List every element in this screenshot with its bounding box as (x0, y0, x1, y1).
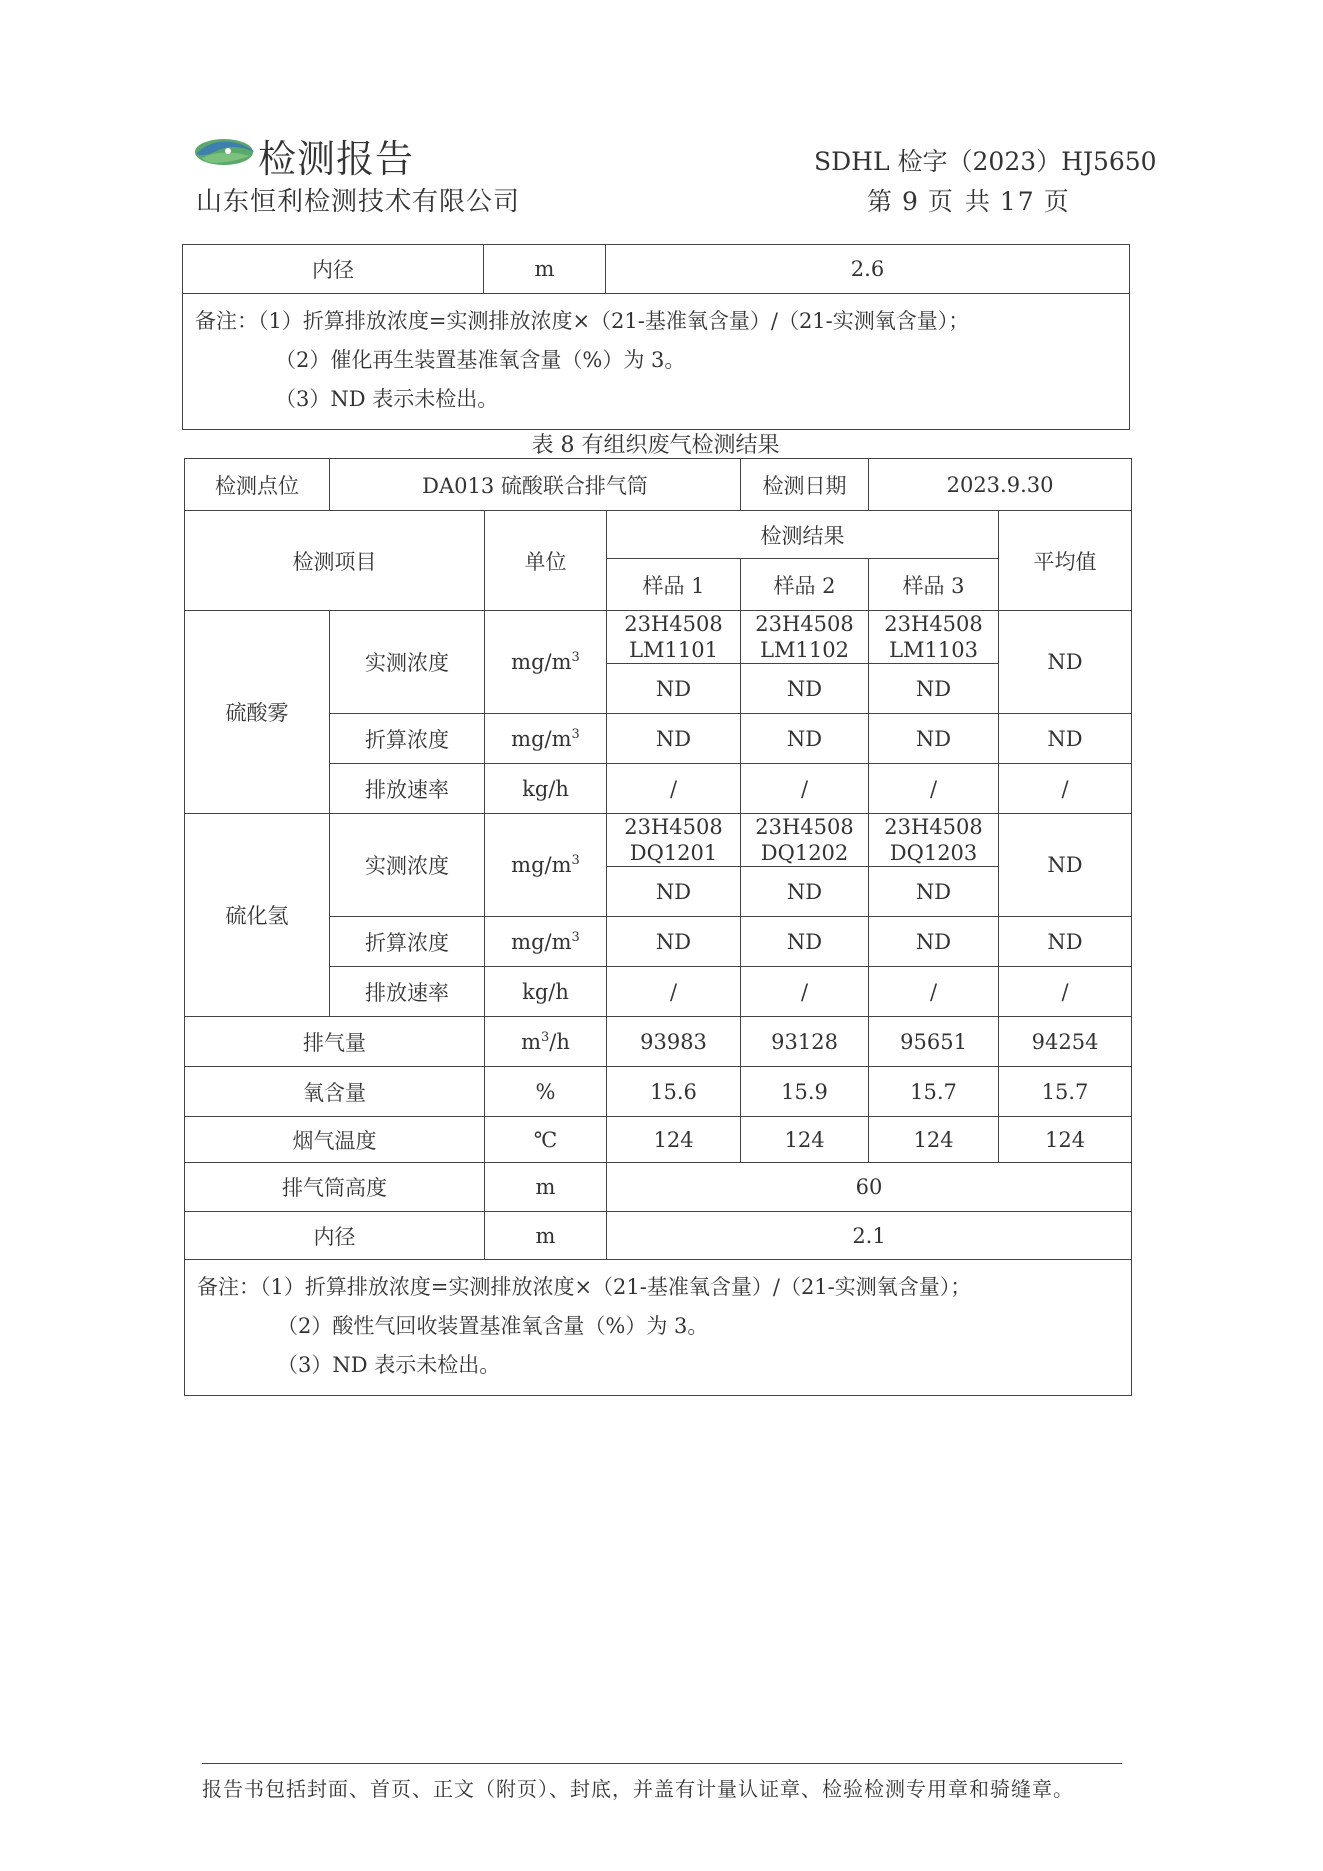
value-cell: 124 (869, 1117, 999, 1163)
value-cell: 93128 (741, 1017, 869, 1067)
cell-unit: m (484, 245, 606, 294)
table-row (185, 1067, 1132, 1117)
note-line: （2）催化再生装置基准氧含量（%）为 3。 (275, 348, 686, 372)
header-sample-1: 样品 1 (607, 559, 741, 611)
group-name: 硫酸雾 (185, 611, 330, 814)
value-cell: ND (869, 664, 999, 714)
row-unit: $m^3/h$ (485, 1017, 607, 1067)
value-cell: ND (607, 917, 741, 967)
row-label: 折算浓度 (330, 917, 485, 967)
date-value: 2023.9.30 (869, 459, 1132, 511)
sample-code: 23H4508 LM1101 (607, 611, 741, 664)
table-caption: 表 8 有组织废气检测结果 (531, 433, 780, 458)
table-row (185, 611, 1132, 664)
sample-code: 23H4508 DQ1202 (741, 814, 869, 867)
company-name: 山东恒利检测技术有限公司 (196, 187, 521, 217)
page-prefix: 第 (867, 187, 895, 216)
footer-divider (202, 1763, 1122, 1764)
row-unit: % (485, 1067, 607, 1117)
table-row (185, 1212, 1132, 1260)
report-number: SDHL 检字（2023）HJ5650 (814, 147, 1157, 176)
page-info (863, 182, 1075, 218)
header-item: 检测项目 (185, 511, 485, 611)
group-name: 硫化氢 (185, 814, 330, 1017)
avg-value: 94254 (999, 1017, 1132, 1067)
header-avg: 平均值 (999, 511, 1132, 611)
row-label: 氧含量 (185, 1067, 485, 1117)
table-row (185, 459, 1132, 511)
value-cell: / (869, 764, 999, 814)
note-line: （1）折算排放浓度=实测排放浓度×（21-基准氧含量）/（21-实测氧含量）； (260, 1275, 972, 1299)
value-cell: ND (869, 917, 999, 967)
note-line: （3）ND 表示未检出。 (277, 1353, 501, 1377)
sample-code: 23H4508 LM1102 (741, 611, 869, 664)
value-cell: / (869, 967, 999, 1017)
header-sample-2: 样品 2 (741, 559, 869, 611)
point-label: 检测点位 (185, 459, 330, 511)
cell-label: 内径 (183, 245, 484, 294)
row-label: 排气筒高度 (185, 1163, 485, 1212)
row-unit: $mg/m^3$ (485, 714, 607, 764)
cell-value: 2.6 (606, 245, 1130, 294)
header-sample-3: 样品 3 (869, 559, 999, 611)
value-cell: 95651 (869, 1017, 999, 1067)
avg-value: / (999, 764, 1132, 814)
row-label: 烟气温度 (185, 1117, 485, 1163)
value-cell: 124 (741, 1117, 869, 1163)
table-row (185, 814, 1132, 867)
page-mid: 页 共 (927, 187, 992, 216)
value-cell: ND (607, 867, 741, 917)
table-row (185, 511, 1132, 559)
avg-value: / (999, 967, 1132, 1017)
row-unit: kg/h (485, 764, 607, 814)
point-value: DA013 硫酸联合排气筒 (330, 459, 741, 511)
company-logo (194, 130, 256, 170)
report-title: 检测报告 (258, 137, 415, 181)
row-unit: $mg/m^3$ (485, 917, 607, 967)
table-row (185, 1163, 1132, 1212)
table-8 (184, 458, 1132, 1396)
header-unit: 单位 (485, 511, 607, 611)
value-cell: 15.9 (741, 1067, 869, 1117)
value-cell: 15.7 (869, 1067, 999, 1117)
avg-value: ND (999, 814, 1132, 917)
value-cell: / (741, 967, 869, 1017)
page-suffix: 页 (1043, 187, 1071, 216)
avg-value: 15.7 (999, 1067, 1132, 1117)
row-label: 排放速率 (330, 764, 485, 814)
note-line: （2）酸性气回收装置基准氧含量（%）为 3。 (277, 1314, 709, 1338)
avg-value: ND (999, 611, 1132, 714)
merged-value: 2.1 (607, 1212, 1132, 1260)
value-cell: ND (741, 917, 869, 967)
date-label: 检测日期 (741, 459, 869, 511)
row-label: 实测浓度 (330, 814, 485, 917)
row-unit: kg/h (485, 967, 607, 1017)
table-row (185, 1017, 1132, 1067)
note-row (185, 1260, 1132, 1396)
note-cell (185, 1260, 1132, 1396)
note-label: 备注： (197, 1275, 260, 1299)
row-label: 实测浓度 (330, 611, 485, 714)
value-cell: ND (607, 664, 741, 714)
row-unit: $mg/m^3$ (485, 611, 607, 714)
row-unit: m (485, 1163, 607, 1212)
note-label: 备注： (195, 309, 258, 333)
note-row (183, 294, 1130, 430)
note-cell (183, 294, 1130, 430)
table-row (185, 1117, 1132, 1163)
value-cell: ND (741, 714, 869, 764)
avg-value: ND (999, 714, 1132, 764)
value-cell: 124 (607, 1117, 741, 1163)
page-total: 17 (999, 187, 1036, 216)
value-cell: ND (869, 867, 999, 917)
value-cell: / (607, 764, 741, 814)
value-cell: / (607, 967, 741, 1017)
value-cell: / (741, 764, 869, 814)
row-unit: m (485, 1212, 607, 1260)
note-line: （3）ND 表示未检出。 (275, 387, 499, 411)
avg-value: ND (999, 917, 1132, 967)
value-cell: ND (869, 714, 999, 764)
sample-code: 23H4508 DQ1203 (869, 814, 999, 867)
previous-table-tail (182, 244, 1130, 430)
value-cell: ND (741, 664, 869, 714)
sample-code: 23H4508 LM1103 (869, 611, 999, 664)
table-row (183, 245, 1130, 294)
value-cell: ND (741, 867, 869, 917)
row-label: 排放速率 (330, 967, 485, 1017)
value-cell: 93983 (607, 1017, 741, 1067)
row-label: 折算浓度 (330, 714, 485, 764)
row-unit: ℃ (485, 1117, 607, 1163)
merged-value: 60 (607, 1163, 1132, 1212)
note-line: （1）折算排放浓度=实测排放浓度×（21-基准氧含量）/（21-实测氧含量）； (258, 309, 970, 333)
header-result: 检测结果 (607, 511, 999, 559)
row-label: 排气量 (185, 1017, 485, 1067)
page-number: 9 (902, 187, 920, 216)
footer-text: 报告书包括封面、首页、正文（附页）、封底，并盖有计量认证章、检验检测专用章和骑缝章。 (202, 1777, 1074, 1801)
row-unit: $mg/m^3$ (485, 814, 607, 917)
value-cell: 15.6 (607, 1067, 741, 1117)
row-label: 内径 (185, 1212, 485, 1260)
value-cell: ND (607, 714, 741, 764)
avg-value: 124 (999, 1117, 1132, 1163)
sample-code: 23H4508 DQ1201 (607, 814, 741, 867)
